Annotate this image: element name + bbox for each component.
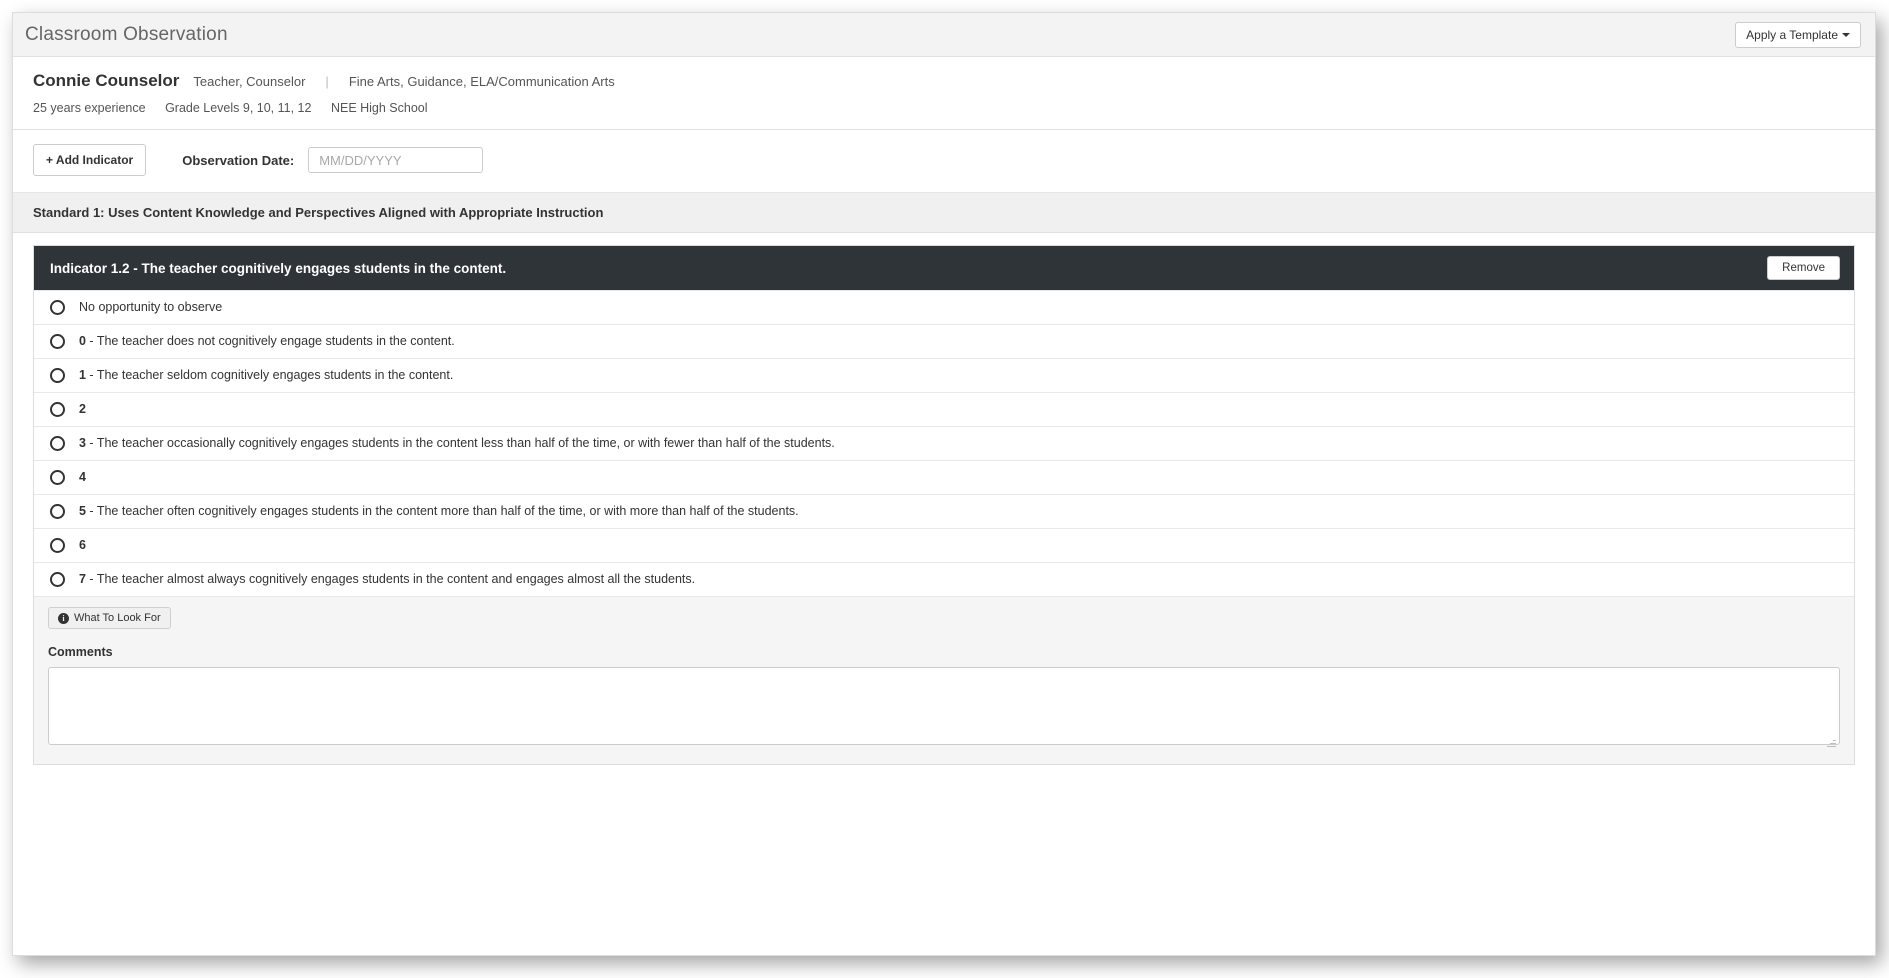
add-indicator-button[interactable]: + Add Indicator	[33, 144, 146, 176]
radio-icon[interactable]	[50, 368, 65, 383]
option-description: - The teacher does not cognitively engage students in the content.	[85, 334, 455, 348]
radio-icon[interactable]	[50, 436, 65, 451]
option-description: No opportunity to observe	[79, 300, 223, 314]
info-icon: i	[58, 613, 69, 624]
option-row[interactable]	[34, 562, 1854, 596]
option-description: - The teacher occasionally cognitively engages students in the content less than half of the time, or with fewer than half of the students.	[85, 436, 835, 450]
comments-wrapper	[48, 659, 1840, 750]
remove-indicator-button[interactable]: Remove	[1767, 256, 1840, 280]
option-row[interactable]	[34, 358, 1854, 392]
observation-date-label: Observation Date:	[182, 152, 295, 168]
option-label	[79, 504, 799, 519]
radio-icon[interactable]	[50, 504, 65, 519]
teacher-role: Teacher, Counselor	[193, 74, 306, 89]
option-score: 0	[79, 334, 86, 348]
observation-date-input[interactable]	[308, 147, 483, 173]
radio-icon[interactable]	[50, 334, 65, 349]
option-description: - The teacher seldom cognitively engages students in the content.	[85, 368, 454, 382]
option-description: - The teacher almost always cognitively engages students in the content and engages almost all the students.	[85, 572, 696, 586]
apply-template-button[interactable]	[1735, 22, 1861, 48]
teacher-secondary-line	[33, 101, 1859, 115]
option-score: 6	[79, 538, 86, 552]
teacher-subjects: Fine Arts, Guidance, ELA/Communication Arts	[348, 74, 615, 89]
option-row[interactable]	[34, 494, 1854, 528]
option-label	[79, 572, 695, 587]
option-row[interactable]	[34, 290, 1854, 324]
option-score: 1	[79, 368, 86, 382]
app-window	[12, 12, 1876, 956]
option-row[interactable]	[34, 324, 1854, 358]
indicator-card	[33, 245, 1855, 765]
chevron-down-icon	[1842, 33, 1850, 37]
option-label	[79, 334, 455, 349]
indicator-title: Indicator 1.2 - The teacher cognitively engages students in the content.	[50, 260, 507, 276]
option-label	[79, 436, 835, 451]
radio-icon[interactable]	[50, 402, 65, 417]
teacher-school: NEE High School	[330, 101, 428, 115]
option-label	[79, 300, 222, 315]
divider: |	[325, 74, 329, 89]
option-row[interactable]	[34, 460, 1854, 494]
radio-icon[interactable]	[50, 572, 65, 587]
option-label	[79, 402, 86, 417]
comments-textarea[interactable]	[48, 667, 1840, 745]
what-to-look-for-label: What To Look For	[74, 612, 161, 624]
option-row[interactable]	[34, 392, 1854, 426]
teacher-info	[13, 57, 1875, 130]
option-description: - The teacher often cognitively engages students in the content more than half of the time, or with more than half of the students.	[85, 504, 799, 518]
standard-heading: Standard 1: Uses Content Knowledge and Perspectives Aligned with Appropriate Instruction	[13, 193, 1875, 233]
apply-template-label: Apply a Template	[1746, 27, 1838, 42]
option-label	[79, 470, 86, 485]
option-row[interactable]	[34, 528, 1854, 562]
teacher-experience: 25 years experience	[33, 101, 146, 115]
teacher-name: Connie Counselor	[33, 71, 180, 90]
radio-icon[interactable]	[50, 300, 65, 315]
teacher-grade-levels: Grade Levels 9, 10, 11, 12	[165, 101, 312, 115]
observation-toolbar	[13, 130, 1875, 193]
titlebar	[13, 13, 1875, 57]
option-score: 3	[79, 436, 86, 450]
indicator-header	[34, 246, 1854, 290]
option-row[interactable]	[34, 426, 1854, 460]
radio-icon[interactable]	[50, 538, 65, 553]
teacher-primary-line	[33, 71, 1859, 91]
option-label	[79, 368, 453, 383]
page-title: Classroom Observation	[25, 23, 228, 45]
radio-icon[interactable]	[50, 470, 65, 485]
option-score: 2	[79, 402, 86, 416]
comments-label: Comments	[48, 645, 113, 659]
option-label	[79, 538, 86, 553]
option-score: 4	[79, 470, 86, 484]
indicator-footer	[34, 596, 1854, 764]
option-score: 7	[79, 572, 86, 586]
option-score: 5	[79, 504, 86, 518]
what-to-look-for-button[interactable]	[48, 607, 171, 629]
